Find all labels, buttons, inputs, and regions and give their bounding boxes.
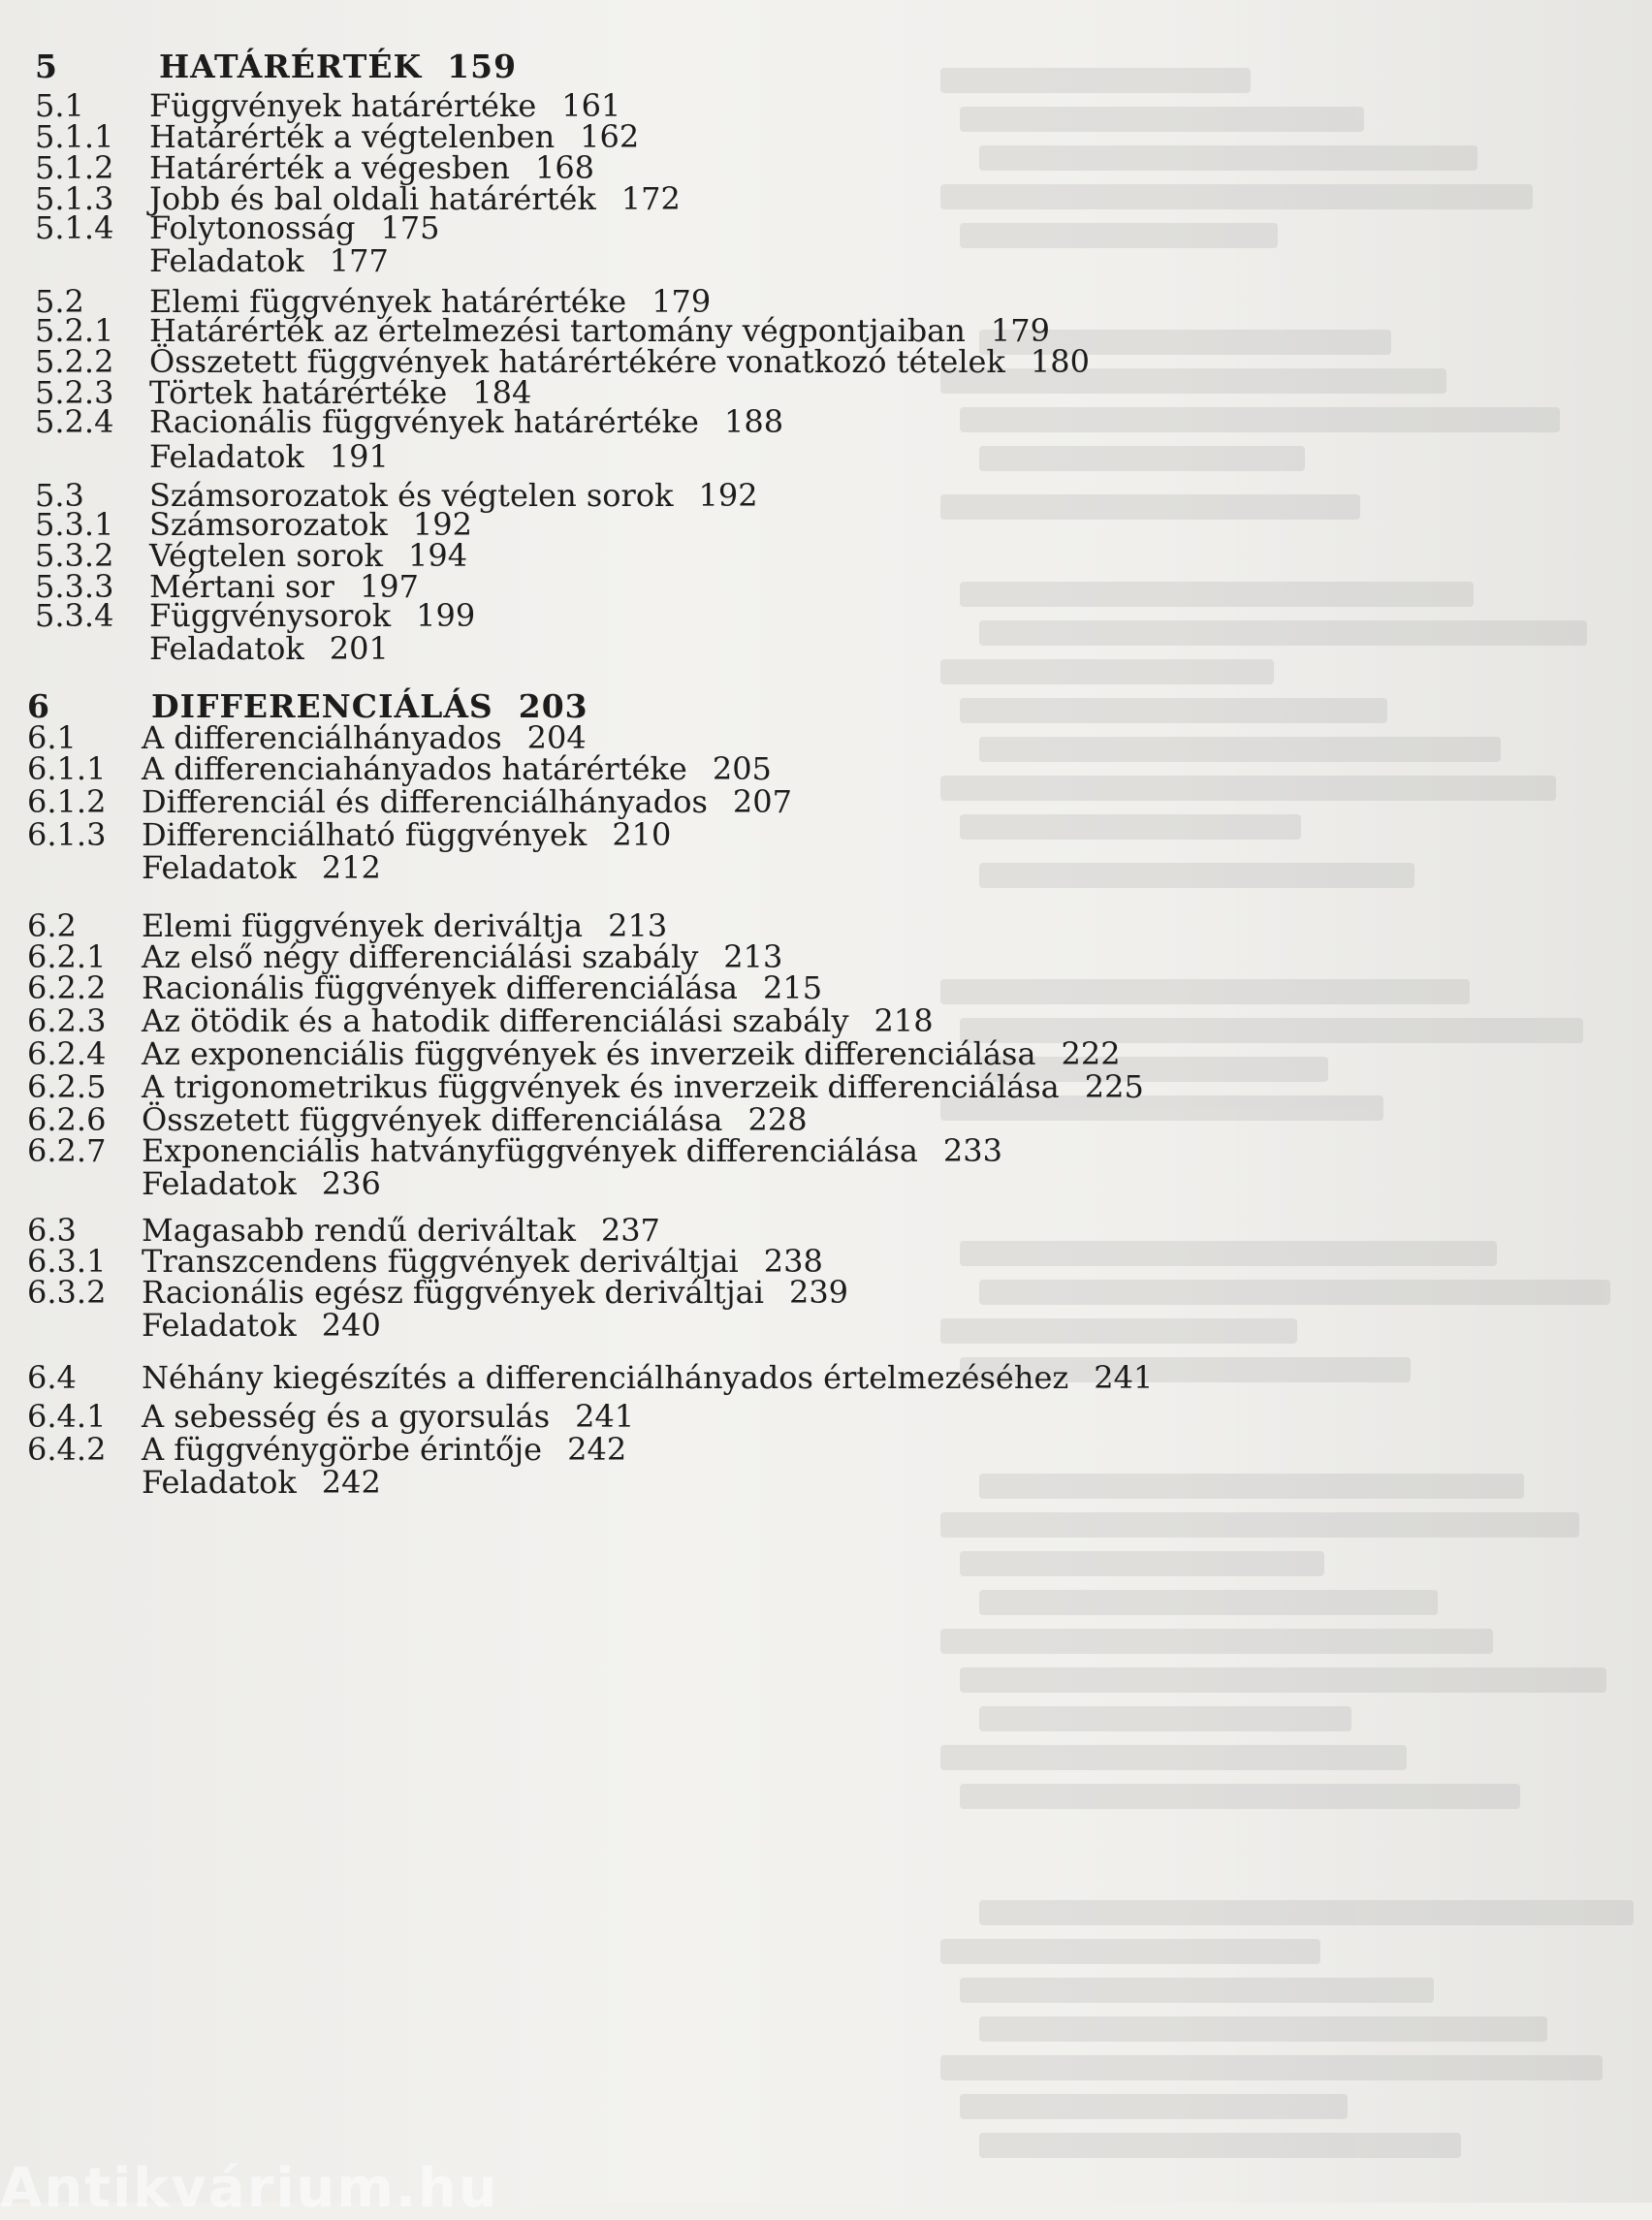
entry-number: 6.4 (27, 1359, 77, 1396)
entry-page-number: 201 (329, 630, 389, 667)
entry-page-number: 168 (534, 149, 595, 186)
entry-number: 5.3.3 (35, 568, 114, 605)
entry-number: 6.4.2 (27, 1431, 107, 1468)
entry-number: 6.2.6 (27, 1101, 107, 1138)
entry-page-number: 238 (763, 1243, 823, 1280)
entry-title: DIFFERENCIÁLÁS (151, 687, 493, 725)
toc-entry (27, 1357, 1153, 1398)
entry-title: Feladatok (149, 242, 304, 279)
entry-title: Határérték a végesben (149, 149, 510, 186)
entry-page-number: 204 (526, 719, 587, 756)
entry-page-number: 159 (447, 48, 518, 85)
entry-page-number: 242 (567, 1431, 627, 1468)
entry-page-number: 215 (762, 969, 823, 1006)
exercise-entry (35, 628, 389, 669)
entry-number: 5.3.2 (35, 537, 114, 574)
entry-number: 5.1.1 (35, 118, 114, 155)
entry-page-number: 218 (874, 1002, 934, 1039)
entry-title: Összetett függvények differenciálása (142, 1101, 723, 1138)
exercise-entry (27, 847, 381, 888)
exercise-entry (27, 1163, 381, 1204)
entry-page-number: 191 (329, 438, 389, 475)
entry-page-number: 203 (518, 687, 588, 725)
entry-number: 6.3 (27, 1212, 77, 1249)
entry-number: 6.2.7 (27, 1132, 107, 1169)
entry-number: 6.2.5 (27, 1068, 107, 1105)
entry-title: A sebesség és a gyorsulás (142, 1398, 551, 1435)
entry-page-number: 237 (600, 1212, 660, 1249)
entry-page-number: 239 (788, 1274, 849, 1311)
exercise-entry (27, 1462, 381, 1503)
entry-title: Feladatok (149, 630, 304, 667)
entry-title: Törtek határértéke (149, 374, 448, 411)
entry-title: Elemi függvények deriváltja (142, 907, 584, 944)
entry-title: Mértani sor (149, 568, 334, 605)
entry-number: 6.2 (27, 907, 77, 944)
entry-title: Magasabb rendű deriváltak (142, 1212, 576, 1249)
entry-title: HATÁRÉRTÉK (159, 48, 423, 85)
entry-title: Differenciál és differenciálhányados (142, 783, 708, 820)
entry-page-number: 162 (580, 118, 640, 155)
entry-page-number: 207 (732, 783, 792, 820)
entry-title: Racionális egész függvények deriváltjai (142, 1274, 764, 1311)
entry-number: 5.3 (35, 477, 84, 514)
entry-page-number: 236 (321, 1165, 381, 1202)
entry-page-number: 241 (575, 1398, 635, 1435)
entry-title: Feladatok (142, 849, 297, 886)
entry-page-number: 241 (1094, 1359, 1154, 1396)
entry-title: A trigonometrikus függvények és inverzeik differenciálása (142, 1068, 1060, 1105)
entry-number: 5.2.2 (35, 343, 114, 380)
entry-title: Jobb és bal oldali határérték (149, 180, 596, 217)
entry-number: 5.1.2 (35, 149, 114, 186)
entry-number: 6.3.2 (27, 1274, 107, 1311)
entry-number: 5 (35, 48, 57, 85)
entry-title: Határérték az értelmezési tartomány végpontjaiban (149, 312, 966, 349)
entry-page-number: 192 (412, 506, 472, 543)
entry-title: Feladatok (142, 1165, 297, 1202)
entry-page-number: 179 (990, 312, 1050, 349)
entry-title: Transzcendens függvények deriváltjai (142, 1243, 739, 1280)
entry-page-number: 213 (608, 907, 668, 944)
entry-number: 6.3.1 (27, 1243, 107, 1280)
entry-page-number: 179 (651, 283, 712, 320)
entry-number: 6.4.1 (27, 1398, 107, 1435)
entry-title: Racionális függvények differenciálása (142, 969, 738, 1006)
entry-number: 5.1.3 (35, 180, 114, 217)
entry-number: 5.2 (35, 283, 84, 320)
entry-page-number: 175 (380, 209, 440, 246)
entry-title: Feladatok (142, 1307, 297, 1344)
entry-title: Függvénysorok (149, 597, 392, 634)
entry-page-number: 213 (723, 938, 783, 975)
entry-title: Néhány kiegészítés a differenciálhányados értelmezéséhez (142, 1359, 1069, 1396)
entry-number: 6.2.4 (27, 1035, 107, 1072)
entry-title: Az első négy differenciálási szabály (142, 938, 699, 975)
entry-title: A függvénygörbe érintője (142, 1431, 543, 1468)
entry-number: 5.2.3 (35, 374, 114, 411)
entry-title: Differenciálható függvények (142, 816, 588, 853)
entry-page-number: 242 (321, 1464, 381, 1501)
entry-title: Számsorozatok (149, 506, 388, 543)
entry-page-number: 194 (407, 537, 468, 574)
entry-title: Számsorozatok és végtelen sorok (149, 477, 674, 514)
entry-title: Racionális függvények határértéke (149, 403, 699, 440)
entry-page-number: 240 (321, 1307, 381, 1344)
entry-number: 5.1.4 (35, 209, 114, 246)
entry-number: 6.2.1 (27, 938, 107, 975)
entry-title: Folytonosság (149, 209, 356, 246)
entry-page-number: 188 (723, 403, 784, 440)
entry-number: 6.1.1 (27, 750, 107, 787)
entry-number: 5.1 (35, 87, 84, 124)
entry-page-number: 212 (321, 849, 381, 886)
entry-page-number: 161 (561, 87, 621, 124)
entry-number: 6.2.2 (27, 969, 107, 1006)
entry-page-number: 197 (359, 568, 420, 605)
entry-title: Az exponenciális függvények és inverzeik differenciálása (142, 1035, 1036, 1072)
exercise-entry (35, 240, 389, 281)
entry-page-number: 177 (329, 242, 389, 279)
entry-page-number: 210 (612, 816, 672, 853)
entry-title: Elemi függvények határértéke (149, 283, 627, 320)
entry-number: 5.2.4 (35, 403, 114, 440)
entry-page-number: 228 (747, 1101, 808, 1138)
exercise-entry (35, 436, 389, 477)
entry-title: Határérték a végtelenben (149, 118, 556, 155)
entry-page-number: 192 (698, 477, 758, 514)
entry-page-number: 233 (942, 1132, 1002, 1169)
entry-title: Összetett függvények határértékére vonatkozó tételek (149, 343, 1005, 380)
entry-title: Exponenciális hatványfüggvények differenciálása (142, 1132, 918, 1169)
entry-title: A differenciahányados határértéke (142, 750, 687, 787)
entry-title: Végtelen sorok (149, 537, 383, 574)
entry-page-number: 205 (712, 750, 772, 787)
entry-number: 6.2.3 (27, 1002, 107, 1039)
entry-title: Az ötödik és a hatodik differenciálási szabály (142, 1002, 849, 1039)
entry-page-number: 225 (1084, 1068, 1144, 1105)
entry-page-number: 172 (620, 180, 681, 217)
entry-page-number: 199 (416, 597, 476, 634)
entry-number: 5.2.1 (35, 312, 114, 349)
entry-number: 6.1 (27, 719, 77, 756)
watermark: Antikvárium.hu (0, 2157, 499, 2220)
entry-title: Függvények határértéke (149, 87, 537, 124)
entry-number: 5.3.4 (35, 597, 114, 634)
entry-title: Feladatok (149, 438, 304, 475)
entry-number: 6 (27, 687, 49, 725)
entry-page-number: 184 (472, 374, 532, 411)
chapter-heading (35, 47, 517, 87)
entry-title: A differenciálhányados (142, 719, 502, 756)
entry-number: 6.1.2 (27, 783, 107, 820)
entry-page-number: 180 (1030, 343, 1090, 380)
entry-number: 5.3.1 (35, 506, 114, 543)
entry-page-number: 222 (1061, 1035, 1121, 1072)
exercise-entry (27, 1305, 381, 1346)
entry-title: Feladatok (142, 1464, 297, 1501)
entry-number: 6.1.3 (27, 816, 107, 853)
